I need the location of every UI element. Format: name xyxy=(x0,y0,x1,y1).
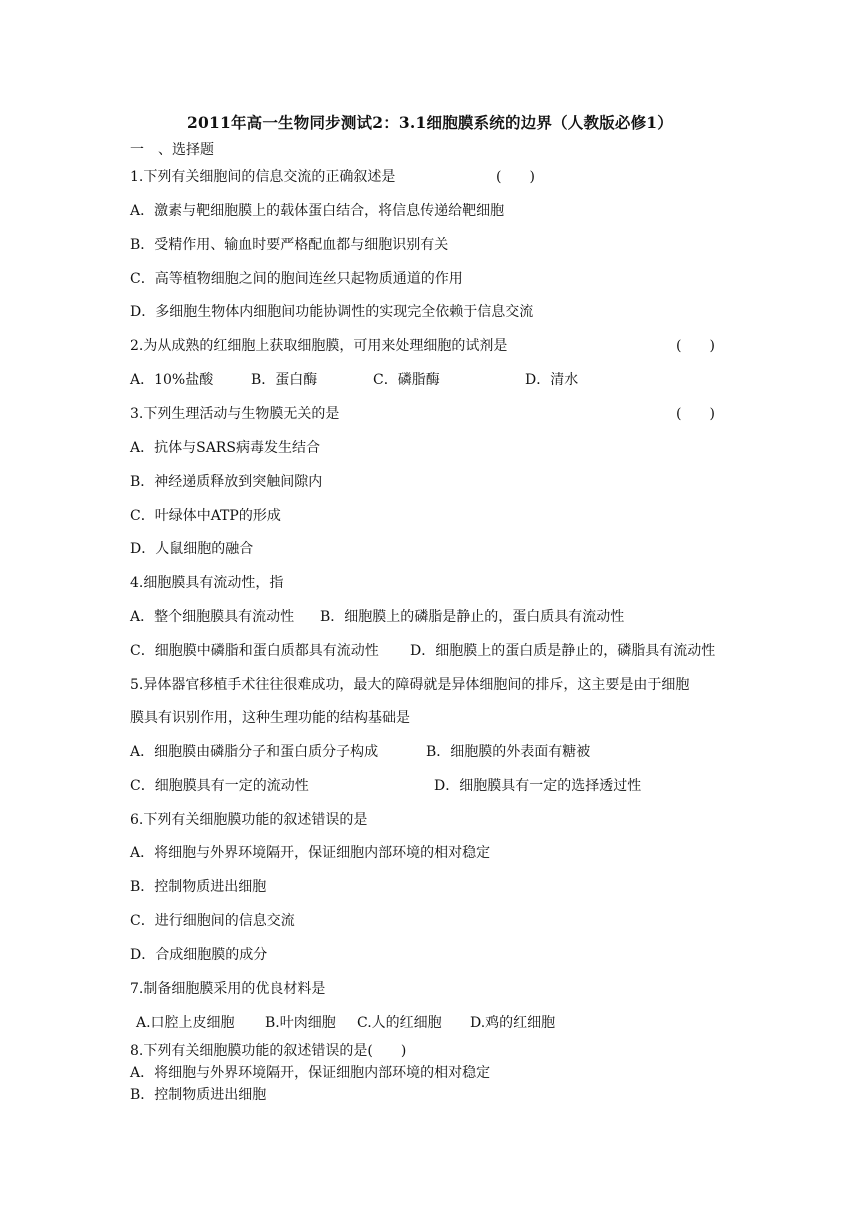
question-3-option-b: B．神经递质释放到突触间隙内 xyxy=(130,474,323,490)
question-4-option-a: A．整个细胞膜具有流动性 xyxy=(130,609,295,625)
question-2-option-b: B．蛋白酶 xyxy=(251,372,318,388)
question-6-stem: 6.下列有关细胞膜功能的叙述错误的是 xyxy=(130,812,368,828)
question-7-option-a: A.口腔上皮细胞 xyxy=(136,1015,235,1031)
question-8-option-a: A．将细胞与外界环境隔开，保证细胞内部环境的相对稳定 xyxy=(130,1065,491,1081)
question-2-option-d: D．清水 xyxy=(525,372,579,388)
question-1-option-c: C．高等植物细胞之间的胞间连丝只起物质通道的作用 xyxy=(130,271,463,287)
question-3-option-a: A．抗体与SARS病毒发生结合 xyxy=(130,440,320,456)
question-2-stem: 2.为从成熟的红细胞上获取细胞膜，可用来处理细胞的试剂是 xyxy=(130,338,508,354)
document-title: 2011年高一生物同步测试2：3.1细胞膜系统的边界（人教版必修1） xyxy=(187,113,673,132)
question-7-option-b: B.叶肉细胞 xyxy=(265,1015,336,1031)
question-1-option-a: A．激素与靶细胞膜上的载体蛋白结合，将信息传递给靶细胞 xyxy=(130,203,505,219)
question-5-stem-line-2: 膜具有识别作用，这种生理功能的结构基础是 xyxy=(130,710,410,726)
question-5-option-a: A．细胞膜由磷脂分子和蛋白质分子构成 xyxy=(130,744,379,760)
question-6-option-a: A．将细胞与外界环境隔开，保证细胞内部环境的相对稳定 xyxy=(130,845,491,861)
question-6-option-b: B．控制物质进出细胞 xyxy=(130,879,267,895)
question-8-stem: 8.下列有关细胞膜功能的叙述错误的是( ) xyxy=(130,1043,407,1059)
question-7-stem: 7.制备细胞膜采用的优良材料是 xyxy=(130,981,326,997)
question-1-stem: 1.下列有关细胞间的信息交流的正确叙述是 xyxy=(130,169,396,185)
question-3-option-d: D．人鼠细胞的融合 xyxy=(130,541,254,557)
section-heading: 一 、选择题 xyxy=(130,142,214,158)
question-7-option-c: C.人的红细胞 xyxy=(357,1015,442,1031)
question-4-option-b: B．细胞膜上的磷脂是静止的，蛋白质具有流动性 xyxy=(320,609,625,625)
question-1-answer-blank: ( ) xyxy=(496,169,535,185)
question-5-option-d: D．细胞膜具有一定的选择透过性 xyxy=(434,778,642,794)
question-8-option-b: B．控制物质进出细胞 xyxy=(130,1087,267,1103)
question-2-option-c: C．磷脂酶 xyxy=(373,372,440,388)
question-7-option-d: D.鸡的红细胞 xyxy=(470,1015,556,1031)
question-1-option-b: B．受精作用、输血时要严格配血都与细胞识别有关 xyxy=(130,237,449,253)
question-2-answer-blank: ( ) xyxy=(676,338,715,354)
question-3-answer-blank: ( ) xyxy=(676,406,715,422)
question-5-option-c: C．细胞膜具有一定的流动性 xyxy=(130,778,309,794)
question-4-option-c: C．细胞膜中磷脂和蛋白质都具有流动性 xyxy=(130,643,379,659)
question-5-option-b: B．细胞膜的外表面有糖被 xyxy=(426,744,591,760)
question-3-option-c: C．叶绿体中ATP的形成 xyxy=(130,508,281,524)
question-6-option-d: D．合成细胞膜的成分 xyxy=(130,947,268,963)
question-4-option-d: D．细胞膜上的蛋白质是静止的，磷脂具有流动性 xyxy=(410,643,716,659)
question-4-stem: 4.细胞膜具有流动性，指 xyxy=(130,575,284,591)
question-5-stem-line-1: 5.异体器官移植手术往往很难成功，最大的障碍就是异体细胞间的排斥，这主要是由于细胞 xyxy=(130,677,690,693)
question-1-option-d: D．多细胞生物体内细胞间功能协调性的实现完全依赖于信息交流 xyxy=(130,304,534,320)
question-2-option-a: A．10%盐酸 xyxy=(130,372,214,388)
question-3-stem: 3.下列生理活动与生物膜无关的是 xyxy=(130,406,340,422)
question-6-option-c: C．进行细胞间的信息交流 xyxy=(130,913,295,929)
